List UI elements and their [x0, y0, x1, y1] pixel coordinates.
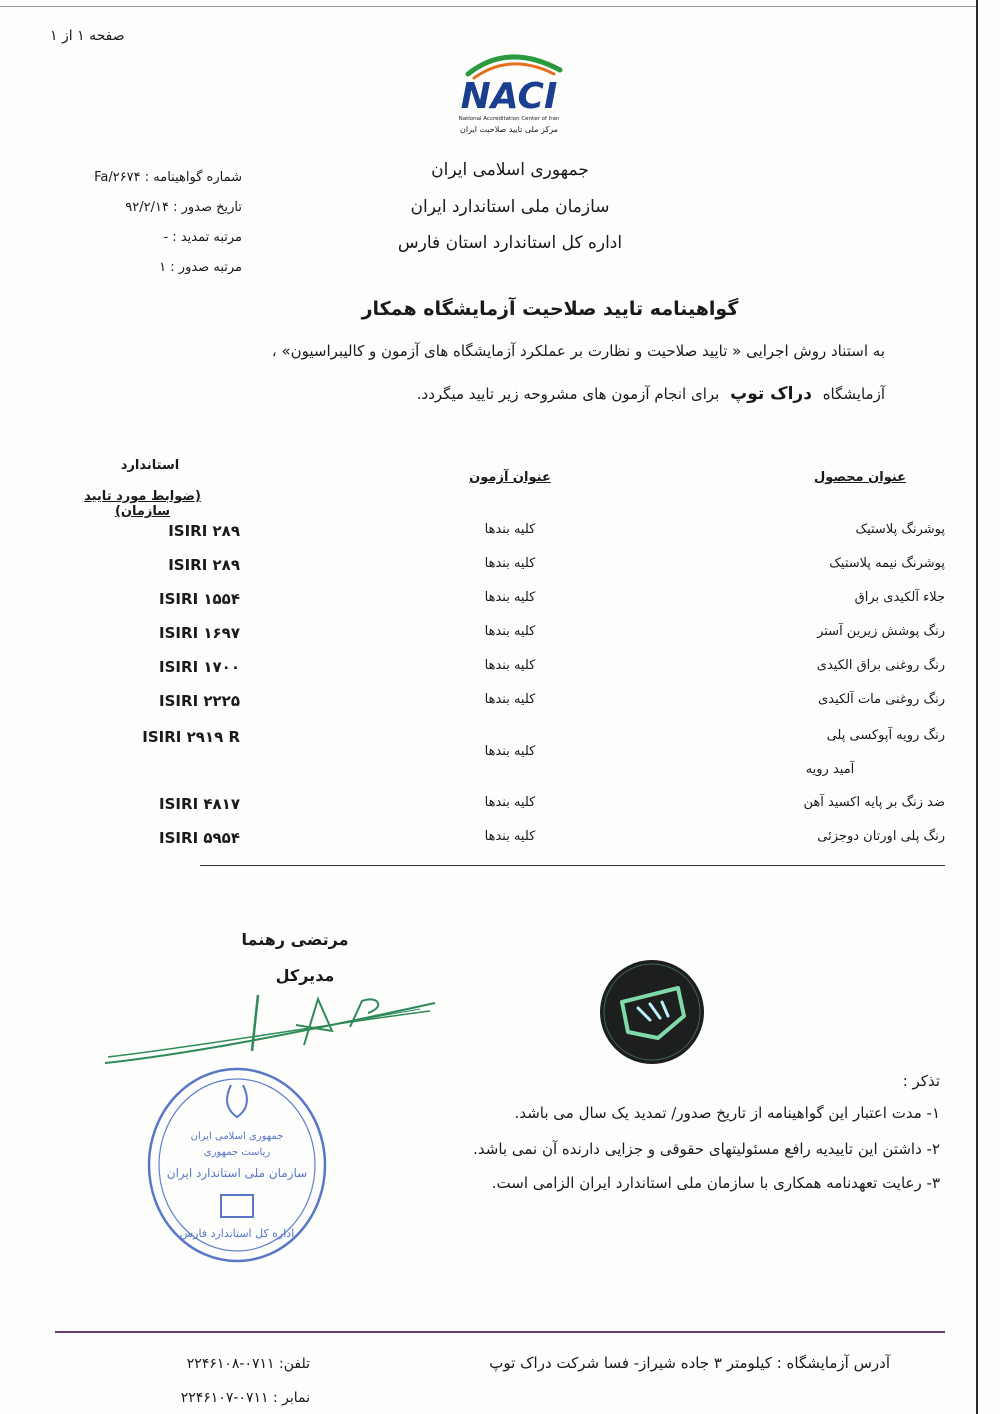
row-test: کلیه بندها — [484, 624, 536, 639]
lab-fax: نمابر : ۰۷۱۱-۲۲۴۶۱۰۷ — [180, 1390, 310, 1406]
logo-wordmark: NACI — [460, 76, 558, 117]
table-row — [0, 728, 976, 788]
row-standard: ISIRI ۲۸۹ — [168, 556, 240, 574]
row-test: کلیه بندها — [484, 556, 536, 571]
row-standard: ISIRI ۱۶۹۷ — [159, 624, 240, 642]
page-edge-top — [0, 6, 976, 7]
header-test: عنوان آزمون — [469, 470, 551, 485]
row-standard: ISIRI ۱۵۵۴ — [159, 590, 240, 608]
table-row — [0, 624, 976, 650]
intro-line-2-prefix: آزمایشگاه — [822, 385, 885, 403]
svg-text:جمهوری اسلامی ایران: جمهوری اسلامی ایران — [190, 1131, 284, 1142]
intro-line-2-suffix: برای انجام آزمون های مشروحه زیر تایید میگردد. — [416, 385, 720, 403]
svg-text:اداره کل استاندارد فارس: اداره کل استاندارد فارس — [179, 1227, 295, 1240]
table-row — [0, 522, 976, 548]
page-number: صفحه ۱ از ۱ — [50, 28, 125, 44]
row-standard: ISIRI ۲۲۲۵ — [159, 692, 240, 710]
page-edge-right — [976, 0, 978, 1414]
lab-name: دراک توپ — [730, 384, 812, 404]
row-standard: ISIRI ۲۸۹ — [168, 522, 240, 540]
org-line-organization: سازمان ملی استاندارد ایران — [410, 197, 610, 217]
table-row — [0, 590, 976, 616]
row-product: ضد زنگ بر پایه اکسید آهن — [803, 795, 945, 810]
note-item: ۱- مدت اعتبار این گواهینامه از تاریخ صدور/ تمدید یک سال می باشد. — [514, 1104, 940, 1122]
row-standard: ISIRI ۲۹۱۹ R — [142, 728, 240, 746]
signatory-title: مدیرکل — [275, 966, 335, 985]
row-test: کلیه بندها — [484, 692, 536, 707]
row-test: کلیه بندها — [484, 590, 536, 605]
handwritten-signature — [100, 985, 445, 1070]
lab-address: آدرس آزمایشگاه : کیلومتر ۳ جاده شیراز- فسا شرکت دراک توپ — [489, 1354, 890, 1372]
header-product: عنوان محصول — [813, 470, 907, 485]
certificate-title: گواهینامه تایید صلاحیت آزمایشگاه همکار — [361, 298, 739, 320]
row-product: رنگ روغنی مات آلکیدی — [818, 692, 945, 707]
row-test: کلیه بندها — [484, 829, 536, 844]
note-item: ۳- رعایت تعهدنامه همکاری با سازمان ملی استاندارد ایران الزامی است. — [491, 1174, 940, 1192]
row-test: کلیه بندها — [484, 522, 536, 537]
signatory-name: مرتضی رهنما — [241, 930, 349, 949]
row-product: پوشرنگ نیمه پلاستیک — [829, 556, 945, 571]
row-standard: ISIRI ۴۸۱۷ — [159, 795, 240, 813]
extension-count: مرتبه تمدید : - — [163, 230, 242, 245]
note-item: ۲- داشتن این تاییدیه رافع مسئولیتهای حقوقی و جزایی دارنده آن نمی باشد. — [473, 1140, 940, 1158]
hologram-emblem — [598, 958, 706, 1066]
header-standard-sub: (ضوابط مورد تایید سازمان) — [84, 489, 201, 519]
header-standard: استاندارد — [120, 458, 180, 473]
row-product: جلاء آلکیدی براق — [854, 590, 945, 605]
notes-title: تذکر : — [902, 1072, 940, 1090]
logo-english-caption: National Accreditation Center of Iran — [458, 116, 560, 122]
naci-logo — [438, 44, 580, 140]
issue-count: مرتبه صدور : ۱ — [159, 260, 242, 275]
logo-persian-caption: مرکز ملی تایید صلاحیت ایران — [460, 125, 558, 134]
table-row — [0, 658, 976, 684]
row-product-continued: آمید رویه — [805, 762, 855, 777]
issue-date: تاریخ صدور : ۹۲/۲/۱۴ — [125, 200, 242, 215]
footer-rule — [55, 1331, 945, 1333]
table-row — [0, 692, 976, 718]
intro-line-2 — [150, 384, 885, 404]
row-product: رنگ پلی اورتان دوجزئی — [817, 829, 945, 844]
intro-line-1: به استناد روش اجرایی « تایید صلاحیت و نظارت بر عملکرد آزمایشگاه های آزمون و کالیبراسیون» ، — [271, 342, 885, 360]
row-product: رنگ روغنی براق الکیدی — [816, 658, 945, 673]
row-product: پوشرنگ پلاستیک — [855, 522, 945, 537]
row-test: کلیه بندها — [484, 744, 536, 759]
row-product: رنگ پوشش زیرین آستر — [817, 624, 945, 639]
org-line-country: جمهوری اسلامی ایران — [431, 160, 589, 180]
lab-phone: تلفن: ۰۷۱۱-۲۲۴۶۱۰۸ — [186, 1356, 310, 1372]
official-seal — [145, 1065, 330, 1265]
row-test: کلیه بندها — [484, 795, 536, 810]
svg-text:سازمان ملی استاندارد ایران: سازمان ملی استاندارد ایران — [166, 1166, 308, 1180]
row-standard: ISIRI ۱۷۰۰ — [159, 658, 240, 676]
table-bottom-rule — [200, 865, 945, 866]
certificate-number: شماره گواهینامه : Fa/۲۶۷۴ — [94, 170, 242, 185]
table-row — [0, 556, 976, 582]
table-row — [0, 829, 976, 855]
row-product: رنگ رویه آپوکسی پلی — [826, 728, 945, 743]
row-standard: ISIRI ۵۹۵۴ — [159, 829, 240, 847]
svg-text:ریاست جمهوری: ریاست جمهوری — [203, 1147, 271, 1158]
table-row — [0, 795, 976, 821]
org-line-department: اداره کل استاندارد استان فارس — [397, 233, 623, 253]
row-test: کلیه بندها — [484, 658, 536, 673]
